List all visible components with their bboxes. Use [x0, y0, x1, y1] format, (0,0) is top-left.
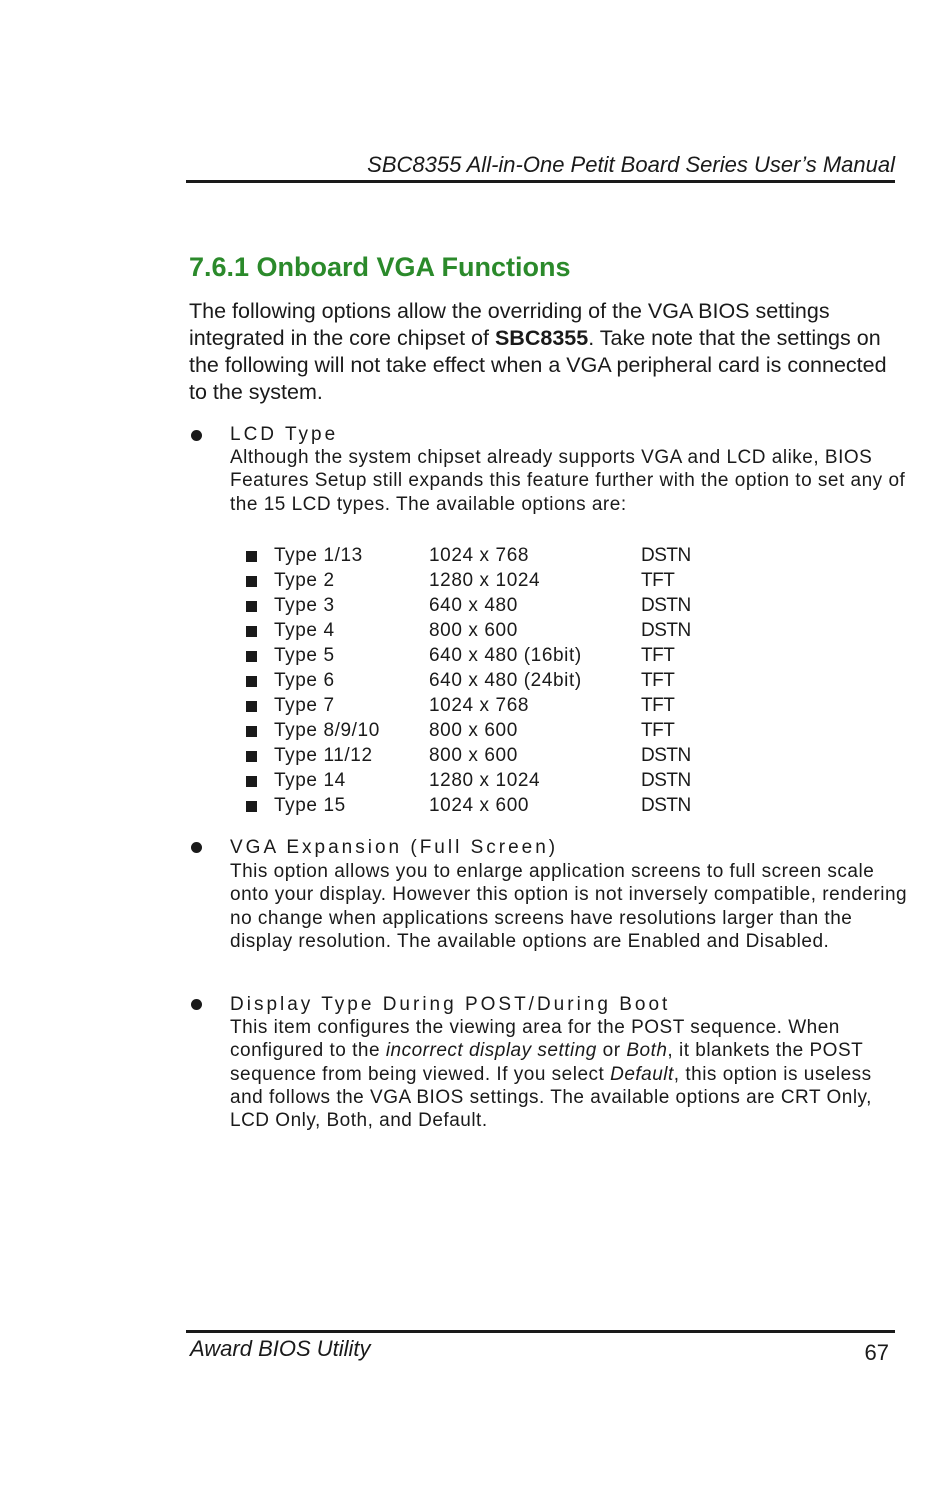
lcd-type-panel: DSTN: [641, 770, 691, 791]
square-bullet-icon: [246, 701, 257, 712]
lcd-type-title: LCD Type: [230, 424, 339, 445]
square-bullet-icon: [246, 576, 257, 587]
section-heading: 7.6.1 Onboard VGA Functions: [189, 252, 571, 282]
lcd-type-resolution: 640 x 480 (16bit): [429, 645, 582, 666]
lcd-type-resolution: 640 x 480: [429, 595, 518, 616]
lcd-type-panel: TFT: [641, 670, 675, 691]
lcd-type-panel: TFT: [641, 720, 675, 741]
square-bullet-icon: [246, 776, 257, 787]
lcd-type-resolution: 640 x 480 (24bit): [429, 670, 582, 691]
lcd-type-resolution: 800 x 600: [429, 720, 518, 741]
display-type-text-4: , this option is useless and follows the VGA BIOS settings. The available options are CRT Only, LCD Only, Both, and Default.: [230, 1063, 872, 1132]
bullet-icon: [191, 999, 202, 1010]
lcd-type-panel: TFT: [641, 570, 675, 591]
lcd-type-name: Type 5: [274, 645, 335, 666]
intro-text-end: . Take note that the settings on the following will not take effect when a VGA peripheral card is connected to the system.: [189, 326, 887, 404]
lcd-type-resolution: 800 x 600: [429, 620, 518, 641]
lcd-type-name: Type 4: [274, 620, 335, 641]
lcd-type-name: Type 6: [274, 670, 335, 691]
lcd-type-panel: DSTN: [641, 795, 691, 816]
lcd-type-resolution: 800 x 600: [429, 745, 518, 766]
lcd-type-panel: DSTN: [641, 545, 691, 566]
lcd-type-name: Type 1/13: [274, 545, 363, 566]
lcd-type-panel: DSTN: [641, 620, 691, 641]
square-bullet-icon: [246, 676, 257, 687]
lcd-type-resolution: 1280 x 1024: [429, 770, 541, 791]
model-name: SBC8355: [494, 326, 589, 350]
lcd-type-panel: TFT: [641, 645, 675, 666]
square-bullet-icon: [246, 751, 257, 762]
lcd-type-name: Type 14: [274, 770, 346, 791]
lcd-type-resolution: 1024 x 768: [429, 545, 530, 566]
display-type-text-2: or: [596, 1040, 627, 1062]
intro-paragraph: [189, 298, 889, 406]
page-number: 67: [864, 1340, 889, 1365]
bullet-icon: [191, 842, 202, 853]
lcd-type-name: Type 8/9/10: [274, 720, 380, 741]
display-type-emphasis-2: Both: [626, 1040, 668, 1062]
footer-rule: [186, 1330, 895, 1333]
square-bullet-icon: [246, 726, 257, 737]
lcd-type-panel: TFT: [641, 695, 675, 716]
vga-expansion-title: VGA Expansion (Full Screen): [230, 837, 559, 858]
square-bullet-icon: [246, 626, 257, 637]
lcd-type-name: Type 2: [274, 570, 335, 591]
lcd-type-name: Type 7: [274, 695, 335, 716]
vga-expansion-description: This option allows you to enlarge application screens to full screen scale onto your display. However this option is not inversely compatible, rendering no change when applications screens have resolutions larger than the display resolution. The available options are Enabled and Disabled.: [230, 861, 908, 952]
lcd-type-resolution: 1024 x 600: [429, 795, 530, 816]
square-bullet-icon: [246, 551, 257, 562]
display-type-emphasis-1: incorrect display setting: [385, 1040, 597, 1062]
square-bullet-icon: [246, 801, 257, 812]
lcd-type-resolution: 1280 x 1024: [429, 570, 541, 591]
manual-title: SBC8355 All-in-One Petit Board Series User’s Manual: [367, 152, 895, 177]
display-type-emphasis-3: Default: [610, 1063, 674, 1085]
lcd-type-resolution: 1024 x 768: [429, 695, 530, 716]
lcd-type-name: Type 15: [274, 795, 346, 816]
display-type-description: [230, 1016, 910, 1132]
intro-text-start: The following options allow the overriding of the VGA BIOS settings integrated in the core chipset of: [189, 299, 830, 350]
bullet-icon: [191, 430, 202, 441]
lcd-type-name: Type 11/12: [274, 745, 373, 766]
display-type-text-3: , it blankets the POST sequence from being viewed. If you select: [230, 1040, 863, 1085]
header-rule: [186, 180, 895, 183]
lcd-type-panel: DSTN: [641, 745, 691, 766]
lcd-type-name: Type 3: [274, 595, 335, 616]
display-type-text-1: This item configures the viewing area for the POST sequence. When configured to the: [230, 1017, 840, 1062]
footer-label: Award BIOS Utility: [190, 1336, 371, 1361]
square-bullet-icon: [246, 601, 257, 612]
lcd-type-description: Although the system chipset already supports VGA and LCD alike, BIOS Features Setup still expands this feature further with the option to set any of the 15 LCD types. The available options are:: [230, 447, 906, 515]
display-type-title: Display Type During POST/During Boot: [230, 994, 671, 1015]
square-bullet-icon: [246, 651, 257, 662]
lcd-type-panel: DSTN: [641, 595, 691, 616]
